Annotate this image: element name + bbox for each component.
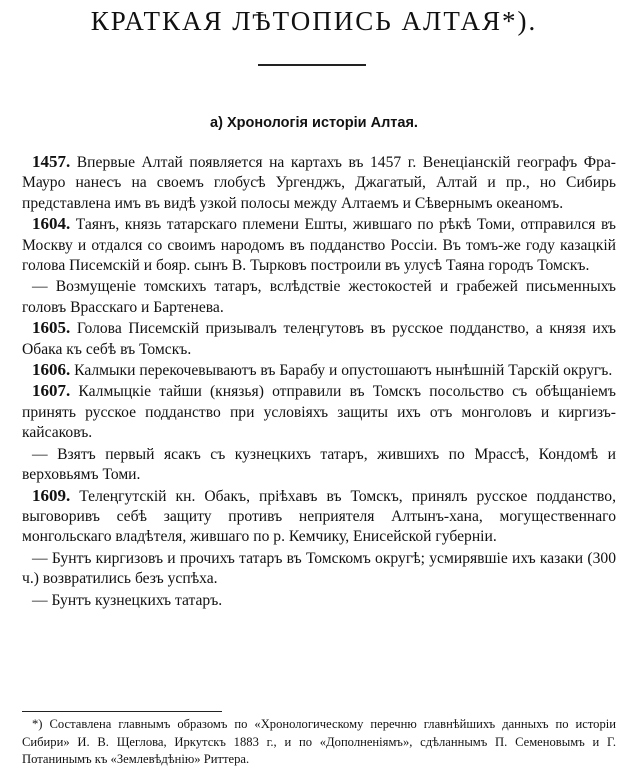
- entry-text: Калмыки перекочевываютъ въ Барабу и опустошаютъ нынѣшній Тарскій округъ.: [70, 362, 613, 380]
- chronology-entry: [22, 360, 616, 381]
- chronology-entry: [22, 381, 616, 443]
- entry-year: 1457.: [32, 152, 71, 171]
- entry-text: — Взятъ первый ясакъ съ кузнецкихъ татаръ, жившихъ по Мрассѣ, Кондомѣ и верховьямъ Томи.: [22, 445, 616, 484]
- entry-text: Калмыцкіе тайши (князья) отправили въ Томскъ посольство съ обѣщаніемъ принять русское подданство при условіяхъ защиты ихъ отъ монголовъ и киргизъ-кайсаковъ.: [22, 383, 616, 442]
- entry-text: Таянъ, князь татарскаго племени Ешты, жившаго по рѣкѣ Томи, отправился въ Москву и отдался со своимъ народомъ въ подданство Россіи. Въ томъ-же году казацкій голова Писемскій и бояр. сынъ В. Тырковъ построили въ улусѣ Таяна городъ Томскъ.: [22, 216, 616, 275]
- chronology-entry: [22, 486, 616, 548]
- chronology-entry: [22, 276, 616, 318]
- entry-year: 1609.: [32, 485, 71, 505]
- title-divider: [258, 64, 366, 66]
- entry-text: Голова Писемскій призывалъ телеңгутовъ въ русское подданство, а князя ихъ Обака къ себѣ въ Томскъ.: [22, 320, 616, 358]
- entry-year: 1607.: [32, 381, 71, 401]
- footnote: *) Составлена главнымъ образомъ по «Хронологическому перечню главнѣйшихъ данныхъ по исторіи Сибири» И. В. Щеглова, Иркутскъ 1883 г., и по «Дополненіямъ», сдѣланнымъ П. Семеновымъ и Г. Потанинымъ къ «Землевѣдѣнію» Риттера.: [22, 717, 616, 766]
- chronology-entry: [22, 444, 616, 486]
- entry-year: 1605.: [32, 318, 71, 338]
- entry-text: — Возмущеніе томскихъ татаръ, вслѣдствіе жестокостей и грабежей письменныхъ головъ Врасскаго и Бартенева.: [22, 278, 616, 316]
- entry-text: Впервые Алтай появляется на картахъ въ 1457 г. Венеціанскій географъ Фра-Мауро нанесъ на своемъ глобусѣ Ургенджъ, Джагатый, Алтай и пр., но Сибирь представлена имъ въ видѣ узкой полосы между Алтаемъ и Сѣвернымъ океаномъ.: [22, 154, 616, 212]
- entry-text: Телеңгутскій кн. Обакъ, пріѣхавъ въ Томскъ, принялъ русское подданство, выговоривъ себѣ защиту противъ неприятеля Алтынъ-хана, могущественнаго монгольскаго владѣтеля, жившаго по р. Кемчику, Енисейской губерніи.: [22, 487, 616, 546]
- entry-year: 1606.: [32, 360, 71, 380]
- chronology-entry: [22, 548, 616, 590]
- entry-year: 1604.: [32, 214, 71, 234]
- chronology-entry: [22, 318, 616, 360]
- entry-text: — Бунтъ кузнецкихъ татаръ.: [32, 591, 223, 609]
- chronology-entry: [22, 214, 616, 276]
- chronology-body: [22, 152, 616, 611]
- page-title: КРАТКАЯ ЛѢТОПИСЬ АЛТАЯ*).: [90, 6, 538, 36]
- chronology-entry: [22, 590, 616, 611]
- footnote-divider: [22, 711, 222, 712]
- section-heading: а) Хронологія исторіи Алтая.: [210, 115, 418, 131]
- chronology-entry: [22, 152, 616, 214]
- entry-text: — Бунтъ киргизовъ и прочихъ татаръ въ Томскомъ округѣ; усмирявшіе ихъ казаки (300 ч.) возвратились безъ успѣха.: [22, 549, 616, 588]
